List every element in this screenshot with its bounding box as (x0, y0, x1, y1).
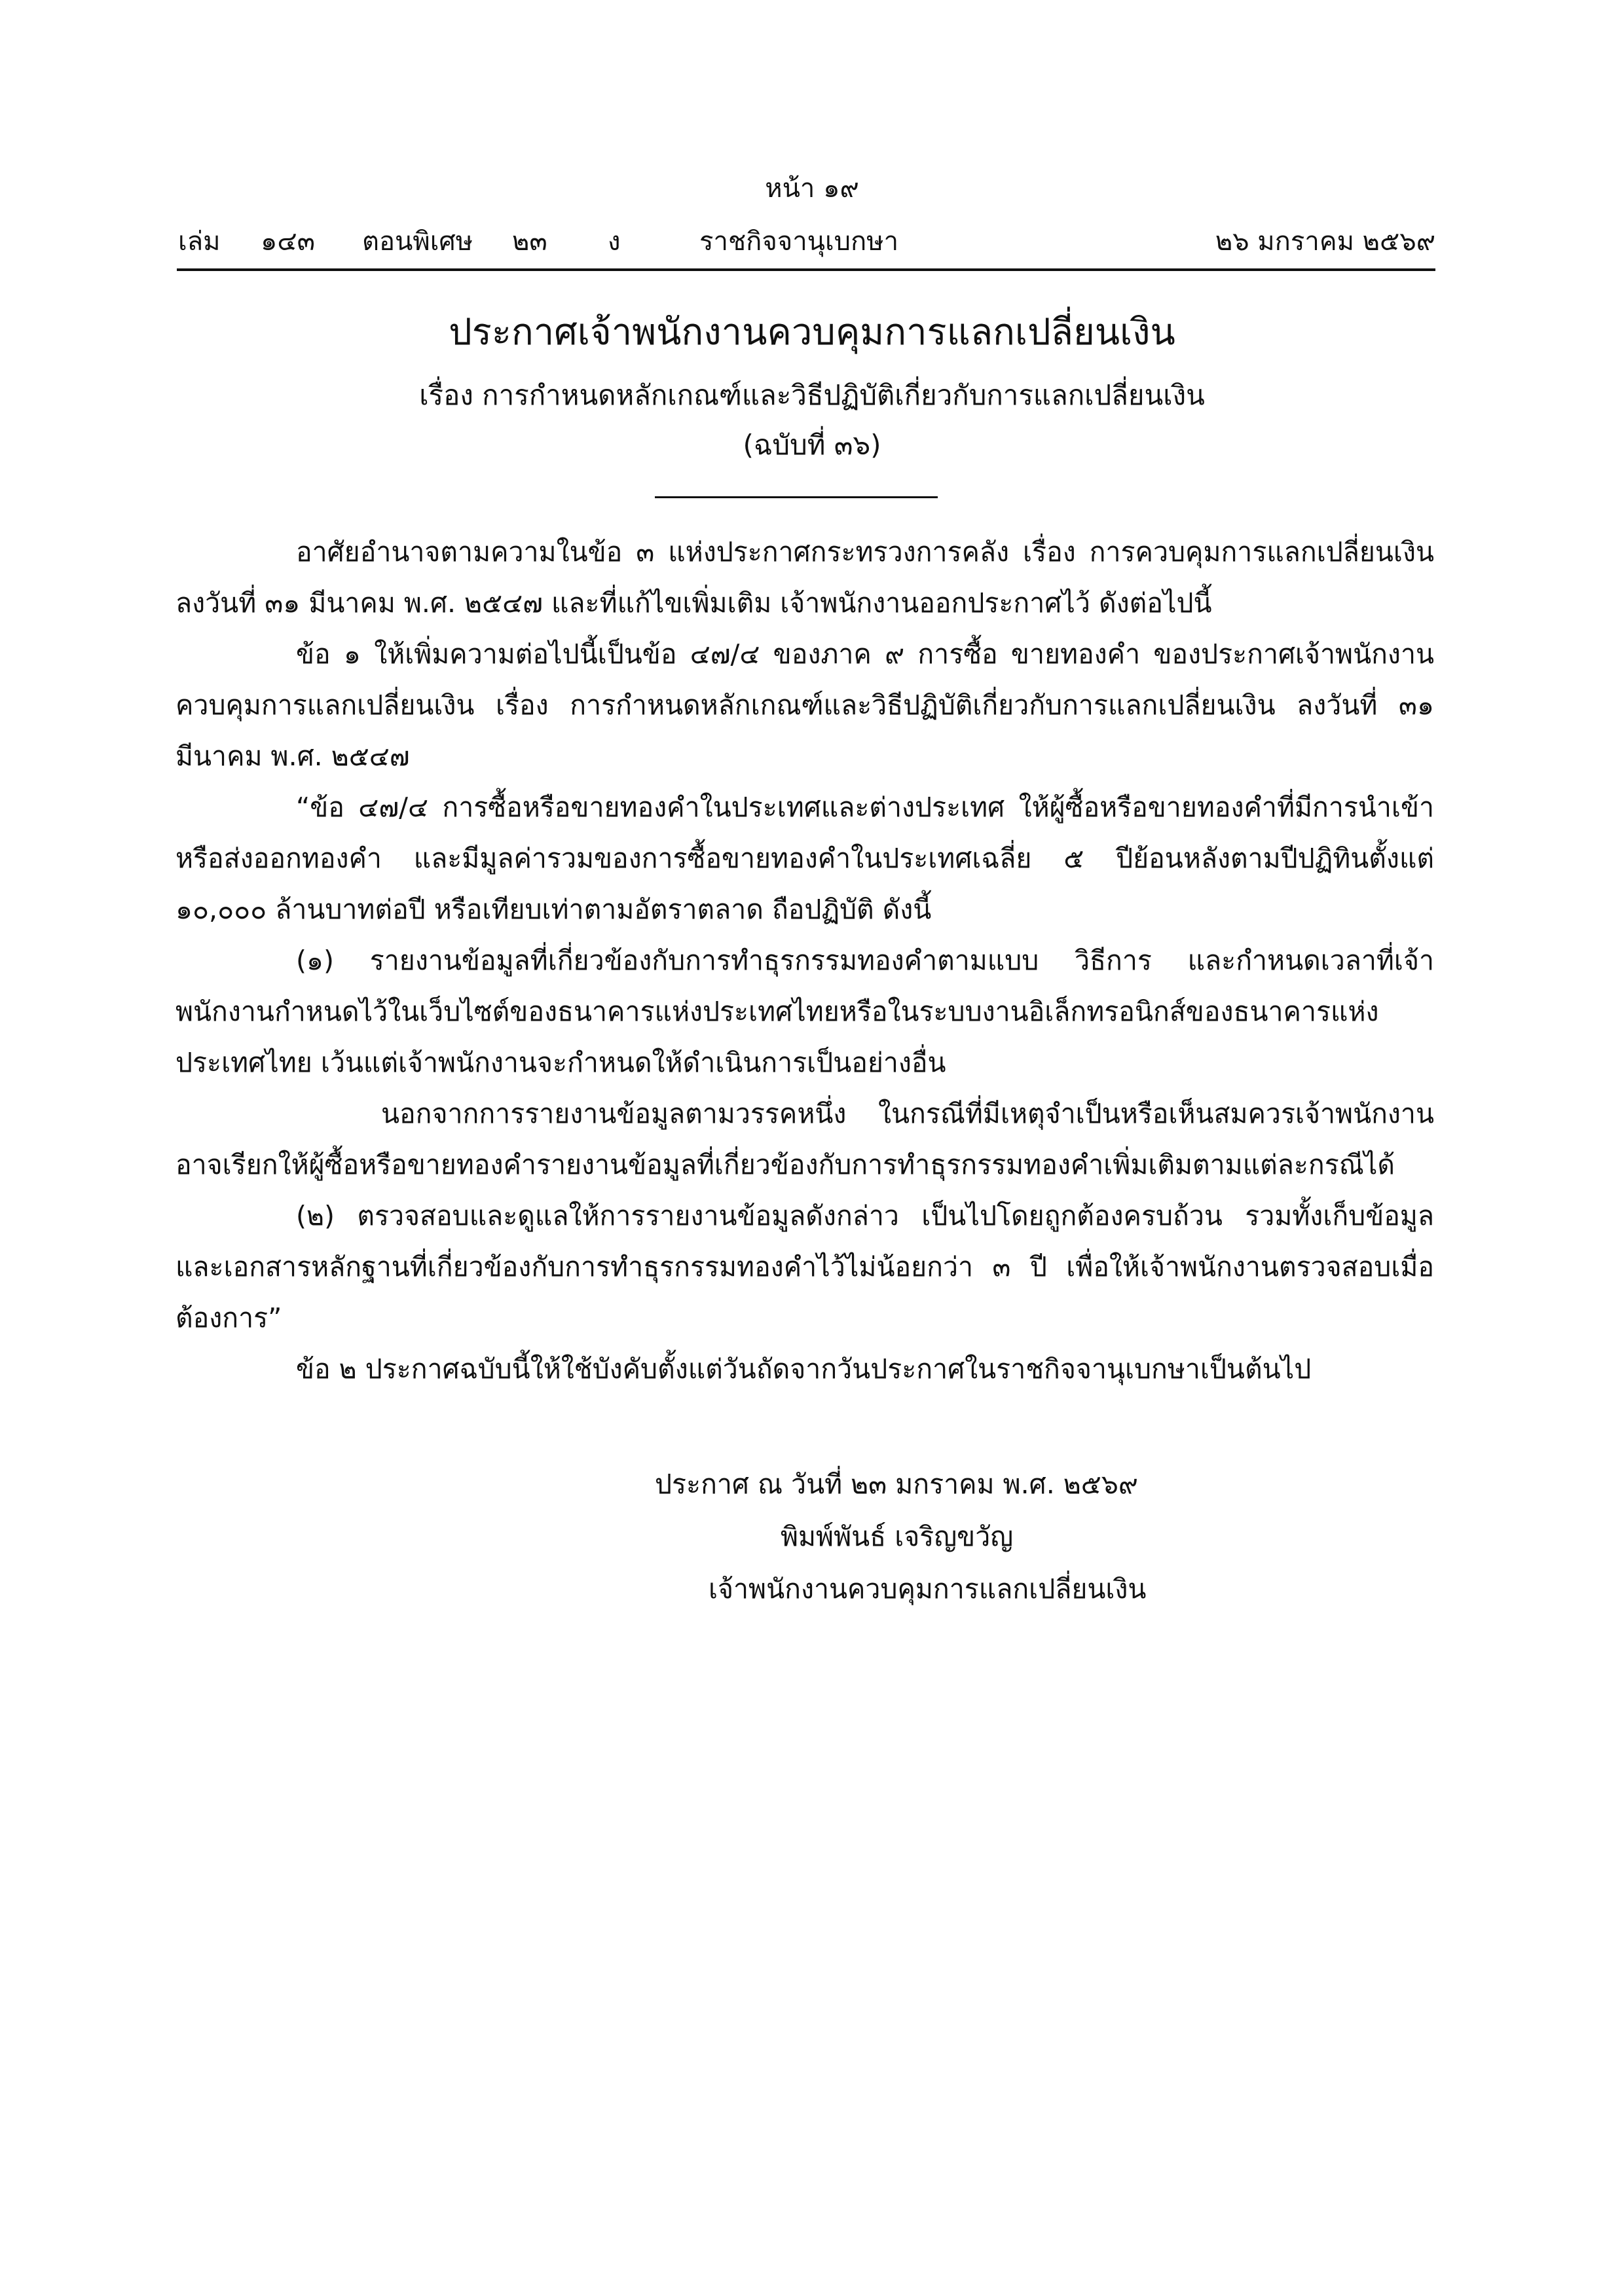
gazette-name: ราชกิจจานุเบกษา (699, 227, 899, 257)
title-divider (655, 496, 938, 498)
volume-number: ๑๔๓ (261, 227, 316, 257)
announcement-date: ประกาศ ณ วันที่ ๒๓ มกราคม พ.ศ. ๒๕๖๙ (655, 1468, 1138, 1500)
volume-label: เล่ม (178, 227, 221, 257)
body-paragraph: นอกจากการรายงานข้อมูลตามวรรคหนึ่ง ในกรณีที่มีเหตุจำเป็นหรือเห็นสมควรเจ้าพนักงานอาจเรียกให้ผู้ซื้อหรือขายทองคำรายงานข้อมูลที่เกี่ยวข้องกับการทำธุรกรรมทองคำเพิ่มเติมตามแต่ละกรณีได้ (175, 1098, 1434, 1180)
header-divider (177, 268, 1435, 271)
body-paragraph: “ข้อ ๔๗/๔ การซื้อหรือขายทองคำในประเทศและต่างประเทศ ให้ผู้ซื้อหรือขายทองคำที่มีการนำเข้าหรือส่งออกทองคำ และมีมูลค่ารวมของการซื้อขายทองคำในประเทศเฉลี่ย ๕ ปีย้อนหลังตามปีปฏิทินตั้งแต่ ๑๐,๐๐๐ ล้านบาทต่อปี หรือเทียบเท่าตามอัตราตลาด ถือปฏิบัติ ดังนี้ (175, 792, 1434, 925)
signatory-name: พิมพ์พันธ์ เจริญขวัญ (781, 1521, 1014, 1552)
announcement-title: ประกาศเจ้าพนักงานควบคุมการแลกเปลี่ยนเงิน (449, 311, 1175, 354)
body-paragraph: ข้อ ๑ ให้เพิ่มความต่อไปนี้เป็นข้อ ๔๗/๔ ของภาค ๙ การซื้อ ขายทองคำ ของประกาศเจ้าพนักงานควบคุมการแลกเปลี่ยนเงิน เรื่อง การกำหนดหลักเกณฑ์และวิธีปฏิบัติเกี่ยวกับการแลกเปลี่ยนเงิน ลงวันที่ ๓๑ มีนาคม พ.ศ. ๒๕๔๗ (175, 638, 1434, 772)
page-number: หน้า ๑๙ (765, 173, 859, 204)
body-paragraph: (๑) รายงานข้อมูลที่เกี่ยวข้องกับการทำธุรกรรมทองคำตามแบบ วิธีการ และกำหนดเวลาที่เจ้าพนักงานกำหนดไว้ในเว็บไซต์ของธนาคารแห่งประเทศไทยหรือในระบบงานอิเล็กทรอนิกส์ของธนาคารแห่งประเทศไทย เว้นแต่เจ้าพนักงานจะกำหนดให้ดำเนินการเป็นอย่างอื่น (175, 945, 1434, 1078)
signatory-position: เจ้าพนักงานควบคุมการแลกเปลี่ยนเงิน (709, 1573, 1147, 1605)
section-letter: ง (608, 227, 621, 257)
section-number: ๒๓ (512, 227, 547, 257)
body-paragraph: (๒) ตรวจสอบและดูแลให้การรายงานข้อมูลดังกล่าว เป็นไปโดยถูกต้องครบถ้วน รวมทั้งเก็บข้อมูลและเอกสารหลักฐานที่เกี่ยวข้องกับการทำธุรกรรมทองคำไว้ไม่น้อยกว่า ๓ ปี เพื่อให้เจ้าพนักงานตรวจสอบเมื่อต้องการ” (175, 1200, 1434, 1334)
announcement-edition: (ฉบับที่ ๓๖) (743, 429, 881, 461)
body-paragraph: อาศัยอำนาจตามความในข้อ ๓ แห่งประกาศกระทรวงการคลัง เรื่อง การควบคุมการแลกเปลี่ยนเงิน ลงวันที่ ๓๑ มีนาคม พ.ศ. ๒๕๔๗ และที่แก้ไขเพิ่มเติม เจ้าพนักงานออกประกาศไว้ ดังต่อไปนี้ (175, 536, 1434, 619)
announcement-subject: เรื่อง การกำหนดหลักเกณฑ์และวิธีปฏิบัติเกี่ยวกับการแลกเปลี่ยนเงิน (419, 379, 1205, 411)
section-label: ตอนพิเศษ (362, 227, 473, 257)
body-paragraph: ข้อ ๒ ประกาศฉบับนี้ให้ใช้บังคับตั้งแต่วันถัดจากวันประกาศในราชกิจจานุเบกษาเป็นต้นไป (296, 1353, 1312, 1385)
gazette-date: ๒๖ มกราคม ๒๕๖๙ (1215, 227, 1435, 257)
